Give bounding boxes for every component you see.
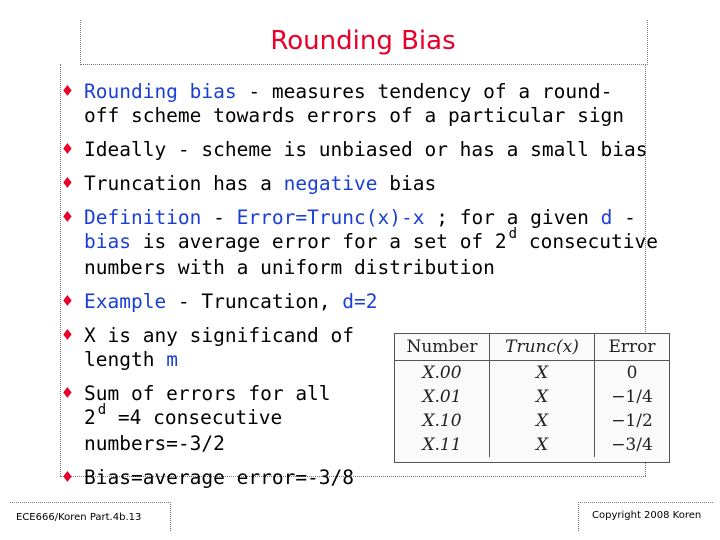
superscript-d: d: [508, 226, 518, 242]
bullet-example: [60, 290, 660, 314]
bullet-text: 2: [84, 406, 96, 429]
bullet-icon: ♦: [62, 383, 73, 404]
superscript-d: d: [97, 402, 107, 418]
table-row: [395, 361, 669, 386]
bullet-icon: ♦: [62, 139, 73, 160]
bullet-icon: ♦: [62, 207, 73, 228]
bullet-text: Truncation has a: [84, 172, 284, 195]
footer-copyright: Copyright 2008 Koren: [592, 510, 702, 521]
bullet-text: X is any significand of: [84, 324, 355, 347]
bullet-icon: ♦: [62, 325, 73, 346]
bullet-text: -: [612, 206, 636, 229]
term-m: m: [166, 348, 178, 371]
bullet-icon: ♦: [62, 291, 73, 312]
term-definition: Definition: [84, 206, 202, 229]
cell-number: X.00: [395, 361, 490, 386]
cell-number: X.10: [395, 409, 490, 433]
term-example: Example: [84, 290, 167, 313]
footer-course-label: ECE666/Koren Part.4b.13: [16, 512, 142, 523]
bullet-definition: [60, 206, 660, 280]
term-rounding-bias: Rounding bias: [84, 80, 237, 103]
cell-number: X.11: [395, 433, 490, 457]
bullet-text: =4 consecutive: [106, 406, 283, 429]
header-error: Error: [595, 334, 670, 361]
bullet-text: Ideally - scheme is unbiased or has a small bias: [84, 138, 648, 161]
bullet-bias-average: [60, 466, 660, 490]
bullet-text-cont: [84, 226, 660, 256]
term-d: d: [600, 206, 613, 229]
term-bias: bias: [84, 230, 131, 253]
bullet-text: Sum of errors for all: [84, 382, 331, 405]
term-negative: negative: [283, 172, 378, 195]
truncation-table: [394, 333, 670, 463]
bullet-text: -: [201, 206, 237, 229]
cell-error: −1/2: [611, 411, 653, 431]
cell-error: −3/4: [611, 435, 653, 455]
cell-trunc: X: [490, 361, 595, 386]
cell-number: X.01: [395, 385, 490, 409]
bullet-text: Bias=average error=-3/8: [84, 466, 355, 489]
table-header-row: [395, 334, 669, 361]
bullet-icon: ♦: [62, 467, 73, 488]
bullet-text-cont: numbers with a uniform distribution: [84, 256, 495, 279]
bullet-text-cont: off scheme towards errors of a particular sign: [84, 104, 625, 127]
bullet-text: length: [84, 348, 167, 371]
bullet-text: - measures tendency of a round-: [236, 80, 613, 103]
term-error-formula: Error=Trunc(x)-x: [236, 206, 425, 229]
cell-trunc: X: [490, 385, 595, 409]
cell-trunc: X: [490, 433, 595, 457]
bullet-text: consecutive: [517, 230, 658, 253]
slide-title: Rounding Bias: [270, 26, 456, 56]
bullet-text: - Truncation,: [166, 290, 343, 313]
table-row: [395, 385, 669, 409]
bullet-rounding-bias: [60, 80, 660, 128]
table-row: [395, 409, 669, 433]
bullet-ideally: [60, 138, 660, 162]
cell-error: 0: [626, 363, 638, 383]
cell-trunc: X: [490, 409, 595, 433]
cell-error: −1/4: [611, 387, 653, 407]
bullet-text: bias: [377, 172, 437, 195]
header-trunc: Trunc(x): [490, 334, 595, 361]
bullet-icon: ♦: [62, 81, 73, 102]
bullet-truncation: [60, 172, 660, 196]
bullet-icon: ♦: [62, 173, 73, 194]
bullet-text: ; for a given: [424, 206, 601, 229]
table-row: [395, 433, 669, 457]
bullet-text-cont: numbers=-3/2: [84, 432, 225, 455]
term-d-equals-2: d=2: [342, 290, 378, 313]
header-number: Number: [395, 334, 490, 361]
truncation-table-grid: [395, 334, 669, 457]
bullet-text: is average error for a set of 2: [130, 230, 507, 253]
